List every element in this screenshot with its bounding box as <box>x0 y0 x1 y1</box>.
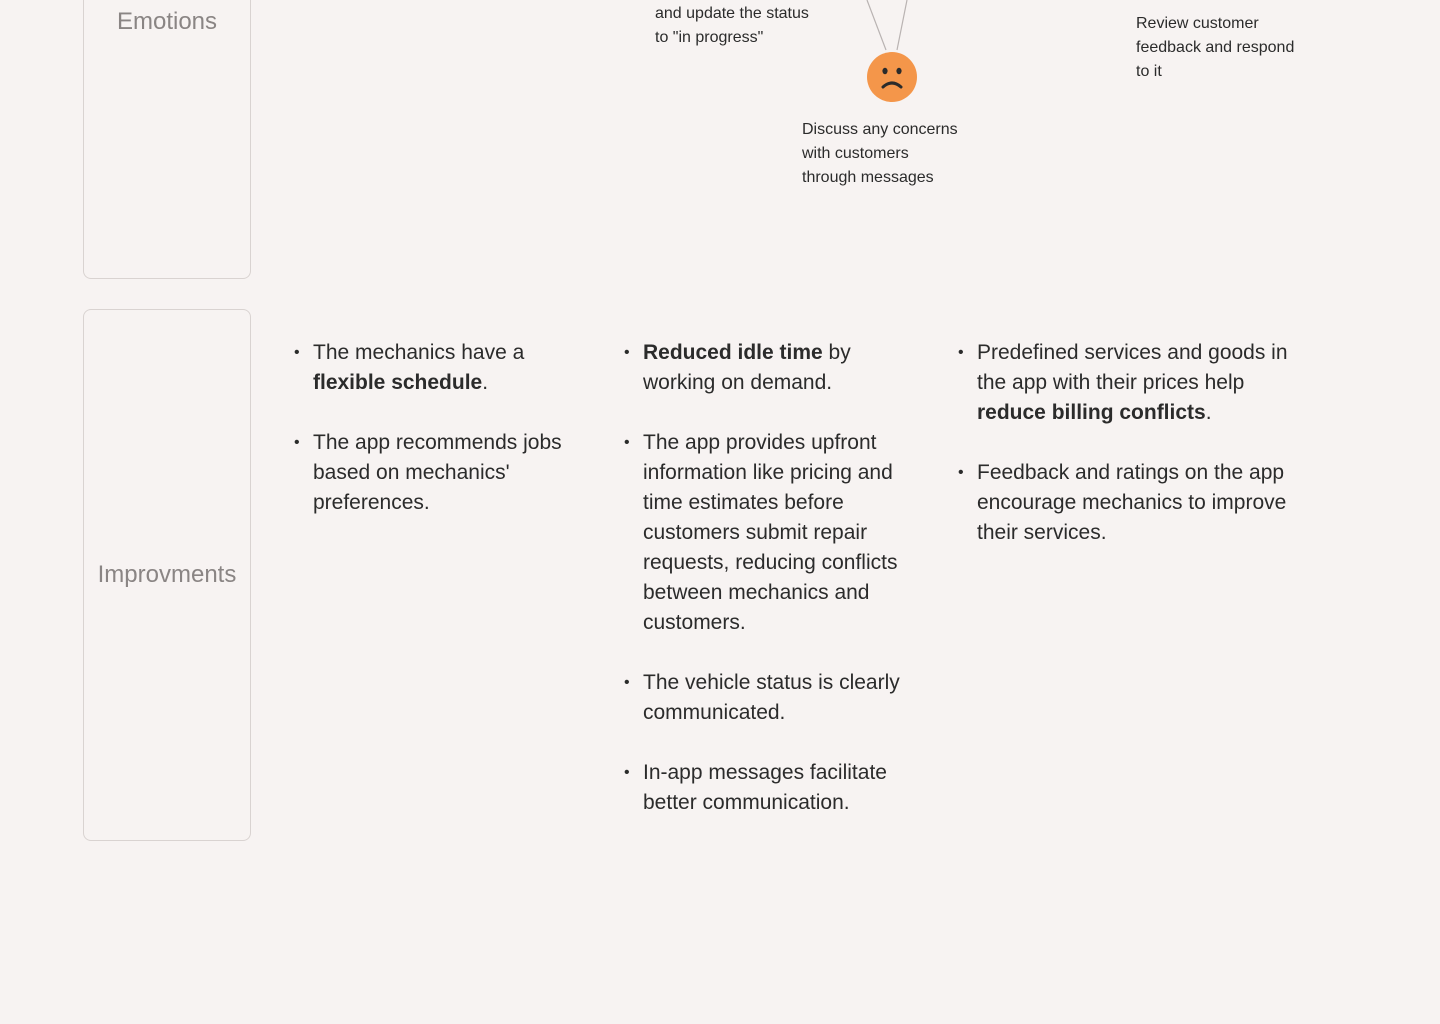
improvement-text: Predefined services and goods in the app with their prices help <box>977 341 1288 394</box>
improvements-row-box <box>83 309 251 841</box>
improvement-text-end: . <box>482 371 489 394</box>
improvement-item <box>295 338 595 398</box>
improvements-column-1 <box>295 338 595 548</box>
sad-face-icon-left-eye <box>882 68 887 74</box>
note-line: to "in progress" <box>655 29 764 46</box>
emotions-row-label: Emotions <box>116 8 218 35</box>
note-line: feedback and respond <box>1136 39 1295 56</box>
note-line: to it <box>1136 63 1162 80</box>
improvement-text: The vehicle status is clearly communicated. <box>643 671 900 724</box>
sad-face-icon <box>866 51 918 103</box>
improvements-row-label: Improvments <box>97 561 237 588</box>
improvement-item <box>959 458 1319 548</box>
note-line: and update the status <box>655 5 809 22</box>
note-line: with customers <box>802 145 909 162</box>
note-review-feedback <box>1136 12 1336 84</box>
improvement-text: In-app messages facilitate better communication. <box>643 761 887 814</box>
note-discuss-concerns <box>802 118 1002 190</box>
note-line: through messages <box>802 169 934 186</box>
improvement-item <box>625 428 925 638</box>
improvement-text: The app provides upfront information like pricing and time estimates before customers submit repair requests, reducing conflicts between mechanics and customers. <box>643 431 898 634</box>
improvement-item <box>295 428 595 518</box>
improvement-text-end: . <box>1205 401 1212 424</box>
improvement-item <box>625 758 925 818</box>
improvements-column-2 <box>625 338 925 848</box>
improvement-item <box>625 668 925 728</box>
note-line: Discuss any concerns <box>802 121 958 138</box>
improvement-text-end: by working on demand. <box>643 341 851 394</box>
emotion-curve-segment-right <box>897 0 907 50</box>
improvements-column-3 <box>959 338 1319 578</box>
improvement-highlight: reduce billing conflicts <box>977 401 1206 424</box>
emotion-curve-segment-left <box>867 0 886 50</box>
sad-face-icon-right-eye <box>896 68 901 74</box>
emotions-row-box <box>83 0 251 279</box>
improvement-highlight: Reduced idle time <box>643 341 823 364</box>
improvement-text: The mechanics have a <box>313 341 525 364</box>
improvement-text: The app recommends jobs based on mechanics' preferences. <box>313 431 562 514</box>
improvement-item <box>625 338 925 398</box>
note-line: Review customer <box>1136 15 1259 32</box>
improvement-item <box>959 338 1319 428</box>
note-status-update <box>655 2 855 50</box>
improvement-text: Feedback and ratings on the app encourage mechanics to improve their services. <box>977 461 1287 544</box>
improvement-highlight: flexible schedule <box>313 371 483 394</box>
sad-face-icon-circle <box>867 52 917 102</box>
